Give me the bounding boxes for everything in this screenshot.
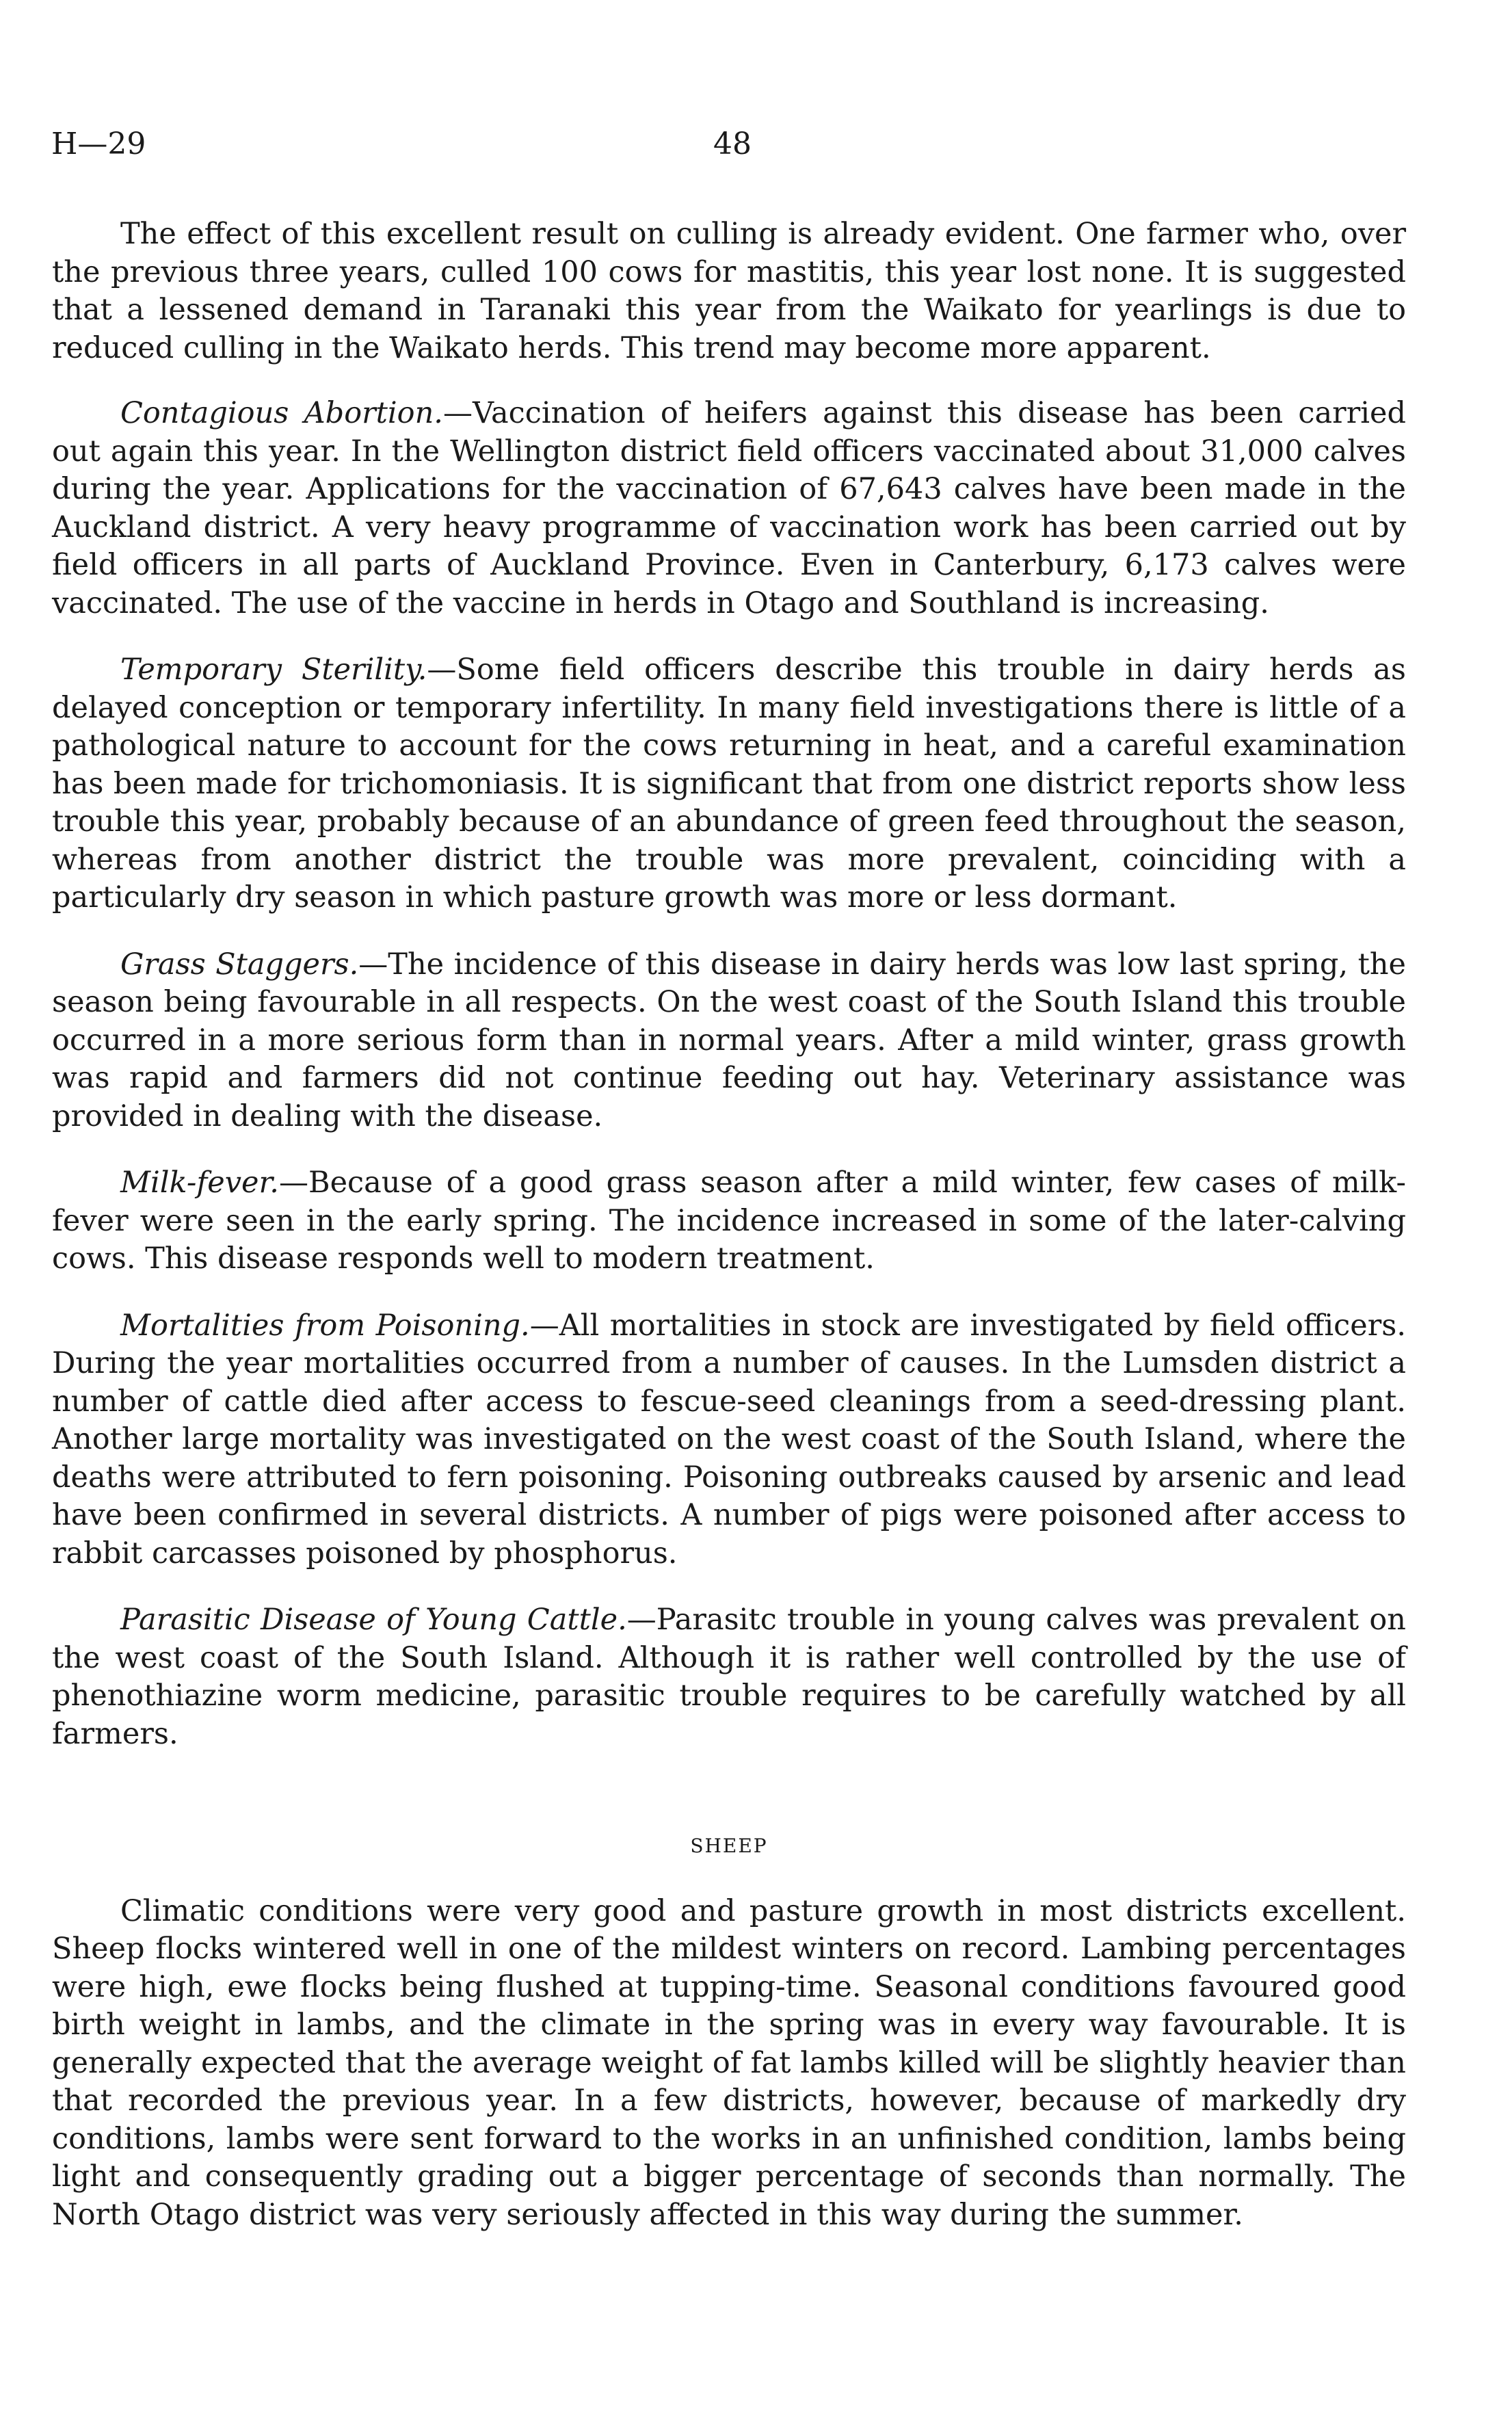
- paragraph-mortalities-from-poisoning: [52, 1307, 1406, 1573]
- body-text: [52, 215, 1406, 2263]
- running-header: [51, 127, 1419, 168]
- topic-text: —All mortalities in stock are investigated by field officers. During the year mortalities occurred from a number of causes. In the Lumsden district a number of cattle died after access to fescue-seed cleanings from a seed-dressing plant. Another large mortality was investigated on the west coast of the South Island, where the deaths were attributed to fern poisoning. Poisoning outbreaks caused by arsenic and lead have been confirmed in several districts. A number of pigs were poisoned after access to rabbit carcasses poisoned by phosphorus.: [52, 1308, 1407, 1571]
- topic-text: —Some field officers describe this trouble in dairy herds as delayed conception or temporary infertility. In many field investigations there is little of a pathological nature to account for the cows returning in heat, and a careful examination has been made for trichomoniasis. It is significant that from one district reports show less trouble this year, probably because of an abundance of green feed throughout the season, whereas from another district the trouble was more prevalent, coinciding with a particularly dry season in which pasture growth was more or less dormant.: [52, 653, 1406, 915]
- topic-text: —Vaccination of heifers against this disease has been carried out again this year. In the Wellington district field officers vaccinated about 31,000 calves during the year. Applications for the vaccination of 67,643 calves have been made in the Auckland district. A very heavy programme of vaccination work has been carried out by field officers in all parts of Auckland Province. Even in Canterbury, 6,173 calves were vaccinated. The use of the vaccine in herds in Otago and Southland is increasing.: [52, 396, 1406, 620]
- topic-text: —Parasitc trouble in young calves was prevalent on the west coast of the South Island. Although it is rather well controlled by the use of phenothiazine worm medicine, parasitic trouble requires to be carefully watched by all farmers.: [52, 1603, 1406, 1751]
- topic-heading: Grass Staggers.: [120, 947, 359, 982]
- paragraph-sheep: Climatic conditions were very good and pasture growth in most districts excellent. Sheep flocks wintered well in one of the mildest winters on record. Lambing percentages were high, ewe flocks being flushed at tupping-time. Seasonal conditions favoured good birth weight in lambs, and the climate in the spring was in every way favourable. It is generally expected that the average weight of fat lambs killed will be slightly heavier than that recorded the previous year. In a few districts, however, because of markedly dry conditions, lambs were sent forward to the works in an unfinished condition, lambs being light and consequently grading out a bigger percentage of seconds than normally. The North Otago district was very seriously affected in this way during the summer.: [52, 1893, 1406, 2232]
- topic-heading: Mortalities from Poisoning.: [120, 1308, 530, 1343]
- topic-text: —Because of a good grass season after a mild winter, few cases of milk-fever were seen in the early spring. The incidence increased in some of the later-calving cows. This disease responds well to modern treatment.: [52, 1166, 1406, 1276]
- page-number: 48: [713, 127, 752, 161]
- section-heading-sheep: SHEEP: [690, 1835, 768, 1857]
- paragraph-temporary-sterility: [52, 651, 1406, 917]
- intro-paragraph: The effect of this excellent result on culling is already evident. One farmer who, over the previous three years, culled 100 cows for mastitis, this year lost none. It is suggested that a lessened demand in Taranaki this year from the Waikato for yearlings is due to reduced culling in the Waikato herds. This trend may become more apparent.: [52, 217, 1406, 365]
- topic-heading: Parasitic Disease of Young Cattle.: [120, 1603, 627, 1637]
- paragraph-milk-fever: [52, 1164, 1406, 1278]
- paragraph-parasitic-disease: [52, 1601, 1406, 1753]
- topic-heading: Contagious Abortion.: [120, 396, 443, 430]
- topic-text: —The incidence of this disease in dairy herds was low last spring, the season being favourable in all respects. On the west coast of the South Island this trouble occurred in a more serious form than in normal years. After a mild winter, grass growth was rapid and farmers did not continue feeding out hay. Veterinary assistance was provided in dealing with the disease.: [52, 947, 1406, 1133]
- topic-heading: Milk-fever.: [120, 1166, 279, 1200]
- paragraph-contagious-abortion: [52, 395, 1406, 622]
- topic-heading: Temporary Sterility.: [120, 653, 427, 687]
- document-id: H—29: [51, 127, 146, 161]
- paragraph-grass-staggers: [52, 946, 1406, 1136]
